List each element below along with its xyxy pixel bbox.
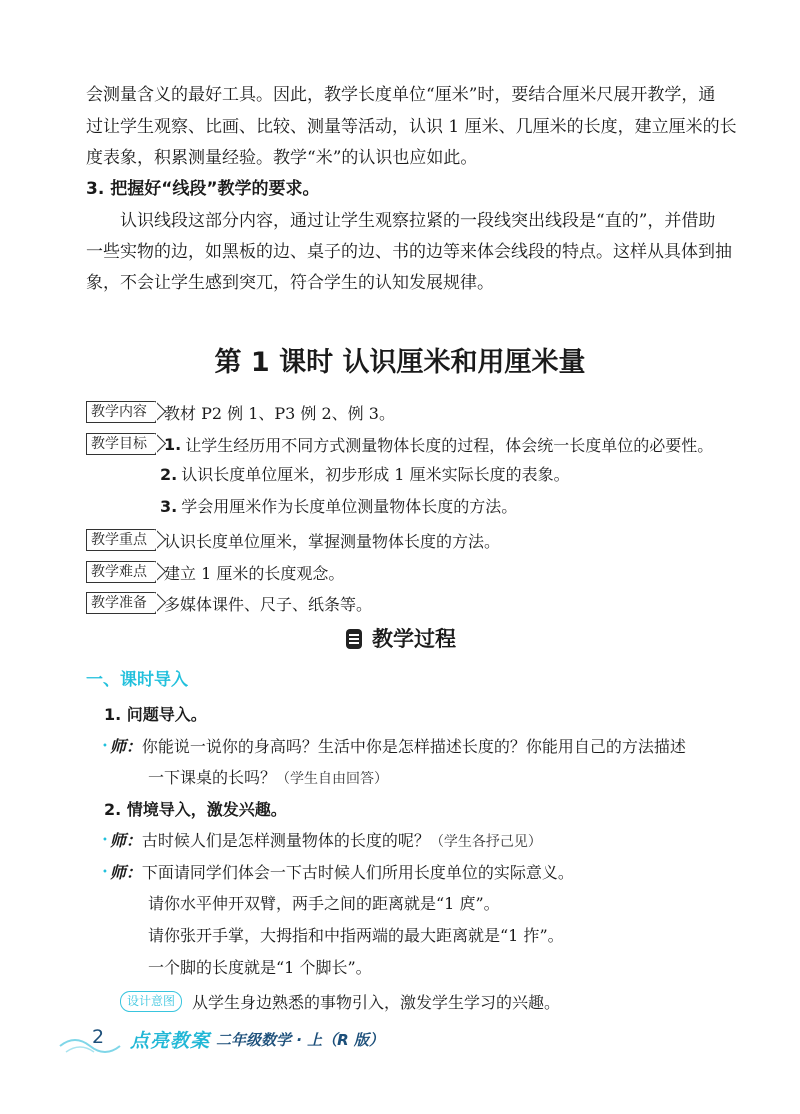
process-title: 教学过程 xyxy=(372,627,456,651)
sub1-text: 1. 问题导入。 xyxy=(104,705,207,724)
brand-logo: 点亮教案 xyxy=(130,1030,211,1052)
lesson-title: 第 1 课时 认识厘米和用厘米量 xyxy=(214,347,586,378)
t2-text: 古时候人们是怎样测量物体的长度的呢？ xyxy=(141,831,430,850)
design-intent-text: 从学生身边熟悉的事物引入，激发学生学习的兴趣。 xyxy=(192,992,561,1012)
objective-3-num: 3. xyxy=(160,497,178,516)
preparation-text: 多媒体课件、尺子、纸条等。 xyxy=(164,594,373,614)
section-lesson-intro: 一、课时导入 xyxy=(86,670,188,690)
preparation-tag: 教学准备 xyxy=(86,592,156,614)
process-line-1: 请你水平伸开双臂，两手之间的距离就是“1 庹”。 xyxy=(148,894,500,913)
process-heading xyxy=(0,624,800,654)
design-intent-tag: 设计意图 xyxy=(120,991,182,1012)
process-line-2: 请你张开手掌，大拇指和中指两端的最大距离就是“1 拃”。 xyxy=(148,926,564,945)
objective-3 xyxy=(160,496,517,518)
objective-2-num: 2. xyxy=(160,465,178,484)
sub-heading-1 xyxy=(104,704,207,726)
t2-note: （学生各抒己见） xyxy=(429,834,542,850)
teacher-line-3 xyxy=(102,862,574,884)
meta-difficulty-row xyxy=(86,560,344,584)
objectives-tag: 教学目标 xyxy=(86,433,156,455)
para-line-1: 认识线段这部分内容，通过让学生观察拉紧的一段线突出线段是“直的”，并借助 xyxy=(120,211,716,231)
keypoint-tag: 教学重点 xyxy=(86,529,156,551)
t1-cont: 一下课桌的长吗？ xyxy=(148,768,277,787)
meta-keypoint-row xyxy=(86,528,500,552)
objective-3-text: 学会用厘米作为长度单位测量物体长度的方法。 xyxy=(181,497,518,516)
objective-1-num: 1. xyxy=(164,434,182,454)
meta-objectives-row xyxy=(86,432,713,456)
page-number: 2 xyxy=(92,1026,105,1048)
bullet-dot-icon: • xyxy=(102,867,108,878)
bullet-dot-icon: • xyxy=(102,741,108,752)
teacher-label: 师： xyxy=(109,831,142,850)
notebook-icon xyxy=(344,628,364,650)
t1-note: （学生自由回答） xyxy=(276,771,389,787)
teacher-label: 师： xyxy=(109,863,142,882)
para-line-2: 一些实物的边，如黑板的边、桌子的边、书的边等来体会线段的特点。这样从具体到抽 xyxy=(86,242,732,262)
objective-1-text: 让学生经历用不同方式测量物体长度的过程，体会统一长度单位的必要性。 xyxy=(185,435,714,455)
meta-content-row xyxy=(86,400,395,424)
footer-wave-decoration xyxy=(0,1024,800,1064)
sub2-text: 2. 情境导入，激发兴趣。 xyxy=(104,800,287,819)
keypoint-text: 认识长度单位厘米，掌握测量物体长度的方法。 xyxy=(164,531,501,551)
objective-2-text: 认识长度单位厘米，初步形成 1 厘米实际长度的表象。 xyxy=(181,465,570,484)
intro-line-3: 度表象，积累测量经验。教学“米”的认识也应如此。 xyxy=(86,148,478,168)
teacher-label: 师： xyxy=(109,737,142,756)
intro-line-1: 会测量含义的最好工具。因此，教学长度单位“厘米”时，要结合厘米尺展开教学，通 xyxy=(86,85,716,105)
difficulty-tag: 教学难点 xyxy=(86,561,156,583)
grade-label: 二年级数学 · 上（R 版） xyxy=(216,1031,384,1049)
intro-line-2: 过让学生观察、比画、比较、测量等活动，认识 1 厘米、几厘米的长度，建立厘米的长 xyxy=(86,117,737,137)
design-intent-row xyxy=(120,989,560,1013)
objective-2 xyxy=(160,464,570,486)
para-line-3: 象，不会让学生感到突兀，符合学生的认知发展规律。 xyxy=(86,273,494,293)
teacher-line-1-cont xyxy=(148,767,388,790)
content-tag: 教学内容 xyxy=(86,401,156,423)
bullet-dot-icon: • xyxy=(102,835,108,846)
t3-text: 下面请同学们体会一下古时候人们所用长度单位的实际意义。 xyxy=(141,863,574,882)
difficulty-text: 建立 1 厘米的长度观念。 xyxy=(164,563,345,583)
heading-3: 3. 把握好“线段”教学的要求。 xyxy=(86,179,320,199)
t1-text: 你能说一说你的身高吗？生活中你是怎样描述长度的？你能用自己的方法描述 xyxy=(141,737,686,756)
teacher-line-2 xyxy=(102,830,542,853)
teacher-line-1 xyxy=(102,736,686,758)
content-text: 教材 P2 例 1、P3 例 2、例 3。 xyxy=(164,403,395,423)
process-line-3: 一个脚的长度就是“1 个脚长”。 xyxy=(148,958,372,977)
sub-heading-2 xyxy=(104,799,287,821)
meta-preparation-row xyxy=(86,591,372,615)
